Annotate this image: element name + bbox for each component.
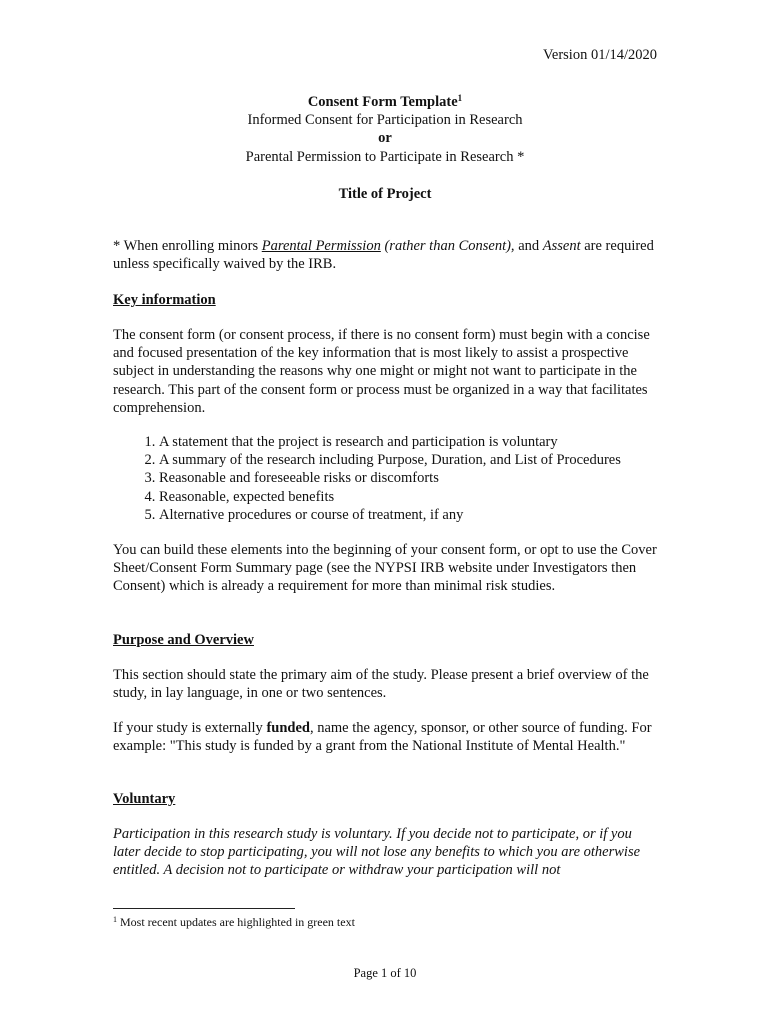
project-title: Title of Project: [338, 186, 432, 202]
build-elements-paragraph: You can build these elements into the beginning of your consent form, or opt to use the Cover Sheet/Consent Form Summary page (see the NYPSI IRB website under Investigators then Consent) which is already a requirement for more than minimal risk studies.: [113, 542, 657, 595]
purpose-overview-heading: Purpose and Overview: [113, 632, 254, 648]
list-item: 2. A summary of the research including Purpose, Duration, and List of Procedures: [159, 451, 658, 469]
title-block: [0, 93, 770, 166]
footnote-divider: [113, 908, 295, 909]
voluntary-heading: Voluntary: [113, 791, 176, 807]
version-label: Version 01/14/2020: [543, 47, 657, 63]
list-item: 5. Alternative procedures or course of treatment, if any: [159, 506, 658, 524]
page-number: Page 1 of 10: [353, 966, 417, 980]
list-item: 3. Reasonable and foreseeable risks or discomforts: [159, 469, 658, 487]
list-item: 4. Reasonable, expected benefits: [159, 488, 658, 506]
parental-permission-text: Parental Permission: [261, 238, 381, 254]
key-information-paragraph: The consent form (or consent process, if there is no consent form) must begin with a concise and focused presentation of the key information that is most likely to assist a prospective subject in understanding the reasons why one might or might not want to participate in the research. This part of the consent form or process must be organized in a way that facilitates comprehension.: [113, 327, 650, 416]
purpose-paragraph: This section should state the primary aim of the study. Please present a brief overview of the study, in lay language, in one or two sentences.: [113, 667, 649, 702]
form-title: Consent Form Template$^1$: [307, 93, 463, 110]
funded-word: funded: [266, 720, 310, 736]
footnote-ref: 1: [457, 93, 463, 103]
voluntary-paragraph: Participation in this research study is voluntary. If you decide not to participate, or if you later decide to stop participating, you will not lose any benefits to which you are otherwise entitled. A decision not to participate or withdraw your participation will not: [113, 826, 641, 879]
title-line-informed-consent: Informed Consent for Participation in Research: [247, 112, 523, 129]
footnote: $^1$ Most recent updates are highlighted in green text: [113, 915, 355, 929]
assent-text: Assent: [542, 238, 581, 254]
title-line-parental-permission: Parental Permission to Participate in Research *: [245, 148, 525, 165]
minors-note: * When enrolling minors Parental Permission (rather than Consent), and Assent are required unless specifically waived by the IRB.: [113, 238, 654, 273]
title-or: or: [378, 130, 392, 147]
key-elements-list: [113, 433, 658, 524]
list-item: 1. A statement that the project is research and participation is voluntary: [159, 433, 658, 451]
funding-paragraph: If your study is externally funded, name the agency, sponsor, or other source of funding. For example: "This study is funded by a grant from the National Institute of Mental Health.": [113, 720, 652, 755]
key-information-heading: Key information: [113, 292, 216, 308]
